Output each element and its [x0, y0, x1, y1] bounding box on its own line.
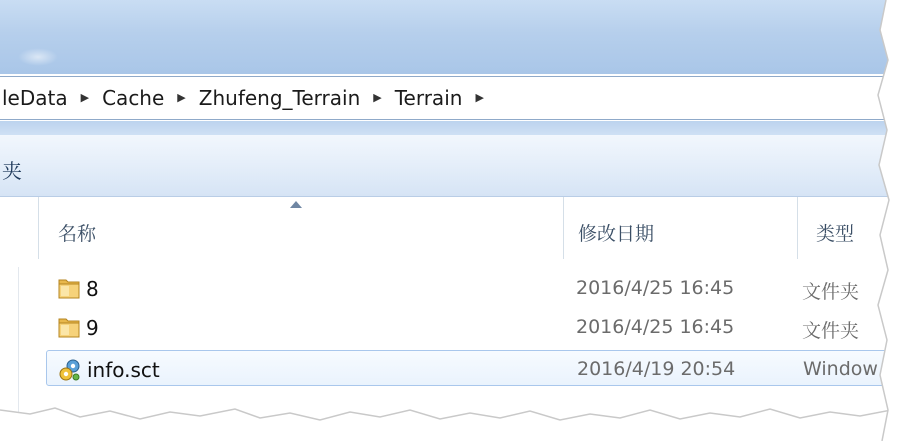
column-separator[interactable] [563, 197, 564, 259]
breadcrumb-label: leData [2, 86, 68, 110]
file-modified: 2016/4/25 16:45 [576, 316, 735, 338]
chevron-right-icon[interactable]: ▶ [80, 90, 90, 104]
folder-icon [56, 315, 82, 341]
breadcrumb [2, 86, 497, 110]
breadcrumb-label: Zhufeng_Terrain [198, 86, 361, 110]
file-type: 文件夹 [802, 281, 860, 303]
file-name-cell [56, 276, 99, 302]
breadcrumb-item-terrain[interactable] [395, 86, 497, 110]
file-modified: 2016/4/19 20:54 [577, 358, 736, 380]
breadcrumb-item-zhufeng-terrain[interactable] [199, 86, 395, 110]
torn-edge-right [872, 0, 902, 441]
chevron-right-icon[interactable]: ▶ [373, 90, 382, 104]
sort-ascending-icon [290, 201, 302, 208]
column-separator[interactable] [797, 197, 798, 259]
file-row-8[interactable] [40, 270, 902, 306]
column-header [0, 197, 902, 267]
torn-edge-bottom [0, 388, 902, 441]
folder-icon [56, 276, 82, 302]
breadcrumb-item-leData[interactable] [2, 86, 102, 110]
column-header-name[interactable]: 名称 [58, 223, 97, 245]
file-modified: 2016/4/25 16:45 [576, 277, 735, 299]
column-header-modified[interactable]: 修改日期 [578, 223, 655, 245]
file-name-cell [57, 357, 160, 383]
file-row-info-sct[interactable] [46, 350, 902, 386]
title-bar [0, 0, 902, 74]
file-type: Window [803, 358, 878, 380]
file-name: 8 [86, 277, 99, 301]
script-file-icon [57, 357, 83, 383]
column-header-type[interactable]: 类型 [816, 223, 855, 245]
chevron-right-icon[interactable]: ▶ [475, 90, 484, 104]
file-name: 9 [86, 316, 99, 340]
breadcrumb-label: Cache [102, 86, 165, 110]
file-name: info.sct [87, 358, 160, 382]
file-name-cell [56, 315, 99, 341]
address-bar-divider [0, 121, 902, 135]
address-bar[interactable] [0, 76, 902, 120]
title-bar-glare [18, 48, 58, 66]
breadcrumb-label: Terrain [394, 86, 463, 110]
column-separator[interactable] [38, 197, 39, 259]
file-type: 文件夹 [802, 320, 860, 342]
breadcrumb-item-cache[interactable] [102, 86, 199, 110]
file-row-9[interactable] [40, 309, 902, 345]
toolbar-new-folder-label[interactable]: 夹 [2, 159, 22, 183]
toolbar [0, 135, 902, 197]
chevron-right-icon[interactable]: ▶ [177, 90, 186, 104]
